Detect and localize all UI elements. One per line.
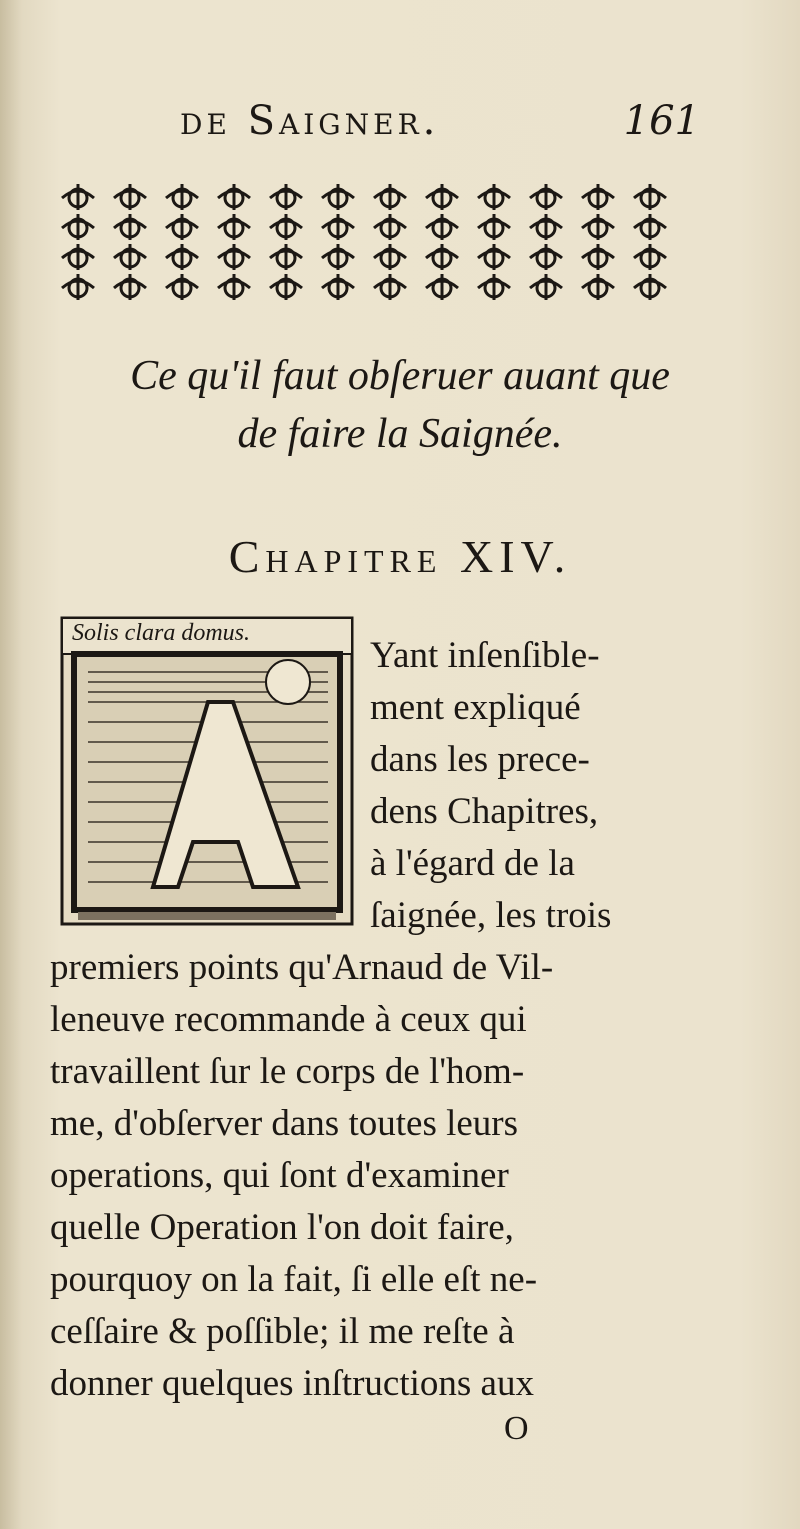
body-line: à l'égard de la [370,843,575,884]
body-line: ſaignée, les trois [370,895,612,936]
ornament-stem [530,274,562,300]
ornament-stem [114,244,146,270]
ornament-stem [530,184,562,210]
page-header [180,98,700,158]
ornament-stem [322,244,354,270]
ornament-stem [634,214,666,240]
ornament-stem [114,274,146,300]
body-line: pourquoy on la fait, ſi elle eſt ne- [50,1259,538,1300]
ornament-stem [270,214,302,240]
ornament-stem [478,214,510,240]
ornament-stem [218,274,250,300]
ornament-stem [374,244,406,270]
body-line: ment expliqué [370,687,581,728]
decorated-initial-frame [58,612,358,932]
ornament-stem [634,274,666,300]
ornament-stem [426,244,458,270]
body-line: quelle Operation l'on doit faire, [50,1207,514,1248]
sun-icon [266,660,310,704]
ornament-stem [270,274,302,300]
ornament-stem [166,274,198,300]
body-line: leneuve recommande à ceux qui [50,999,527,1040]
body-line: Yant inſenſible- [370,635,600,676]
ornament-stem [166,184,198,210]
ornament-stem [582,184,614,210]
ornament-stem [62,184,94,210]
ornament-stem [270,184,302,210]
ornament-stem [322,184,354,210]
ornament-stem [426,214,458,240]
section-heading-line-1: Ce qu'il faut obſeruer auant que [130,353,670,399]
ornament-stem [374,214,406,240]
running-title: de Saigner. [180,98,440,144]
ornament-stem [582,274,614,300]
body-line: premiers points qu'Arnaud de Vil- [50,947,554,988]
ornament-stem [218,214,250,240]
ornament-stem [478,244,510,270]
ornament-stem [634,244,666,270]
ornament-stem [322,214,354,240]
section-heading-line-2: de faire la Saignée. [237,411,563,457]
ornament-stem [62,214,94,240]
chapter-title: Chapitre XIV. [228,531,572,582]
body-line: operations, qui ſont d'examiner [50,1155,509,1196]
body-line: me, d'obſerver dans toutes leurs [50,1103,519,1144]
ornament-stem [374,184,406,210]
body-line: dens Chapitres, [370,791,599,832]
ornament-stem [114,214,146,240]
ornament-stem [62,274,94,300]
body-line: donner quelques inſtructions aux [50,1363,534,1404]
ornament-stem [478,184,510,210]
body-line: dans les prece- [370,739,590,780]
catchword: O [504,1410,529,1447]
ornament-stem [62,244,94,270]
ornament-stem [530,244,562,270]
ornament-band [58,180,698,310]
page-number: 161 [623,98,700,144]
ornament-stem [166,214,198,240]
decorated-initial [58,612,358,932]
ornament-stem [374,274,406,300]
ornament-stem [166,244,198,270]
ornament-stem [322,274,354,300]
body-line: travaillent ſur le corps de l'hom- [50,1051,525,1092]
ornament-stem [270,244,302,270]
body-line: ceſſaire & poſſible; il me reſte à [50,1311,515,1352]
ornament-stem [114,184,146,210]
ornament-stem [582,214,614,240]
ornament-stem [218,184,250,210]
initial-motto: Solis clara domus. [72,620,251,646]
ornament-stem [582,244,614,270]
ornament-stem [634,184,666,210]
ornament-stem [426,184,458,210]
ornament-pattern [62,184,666,300]
ornament-stem [218,244,250,270]
ornament-stem [530,214,562,240]
ornament-stem [478,274,510,300]
ornament-stem [426,274,458,300]
